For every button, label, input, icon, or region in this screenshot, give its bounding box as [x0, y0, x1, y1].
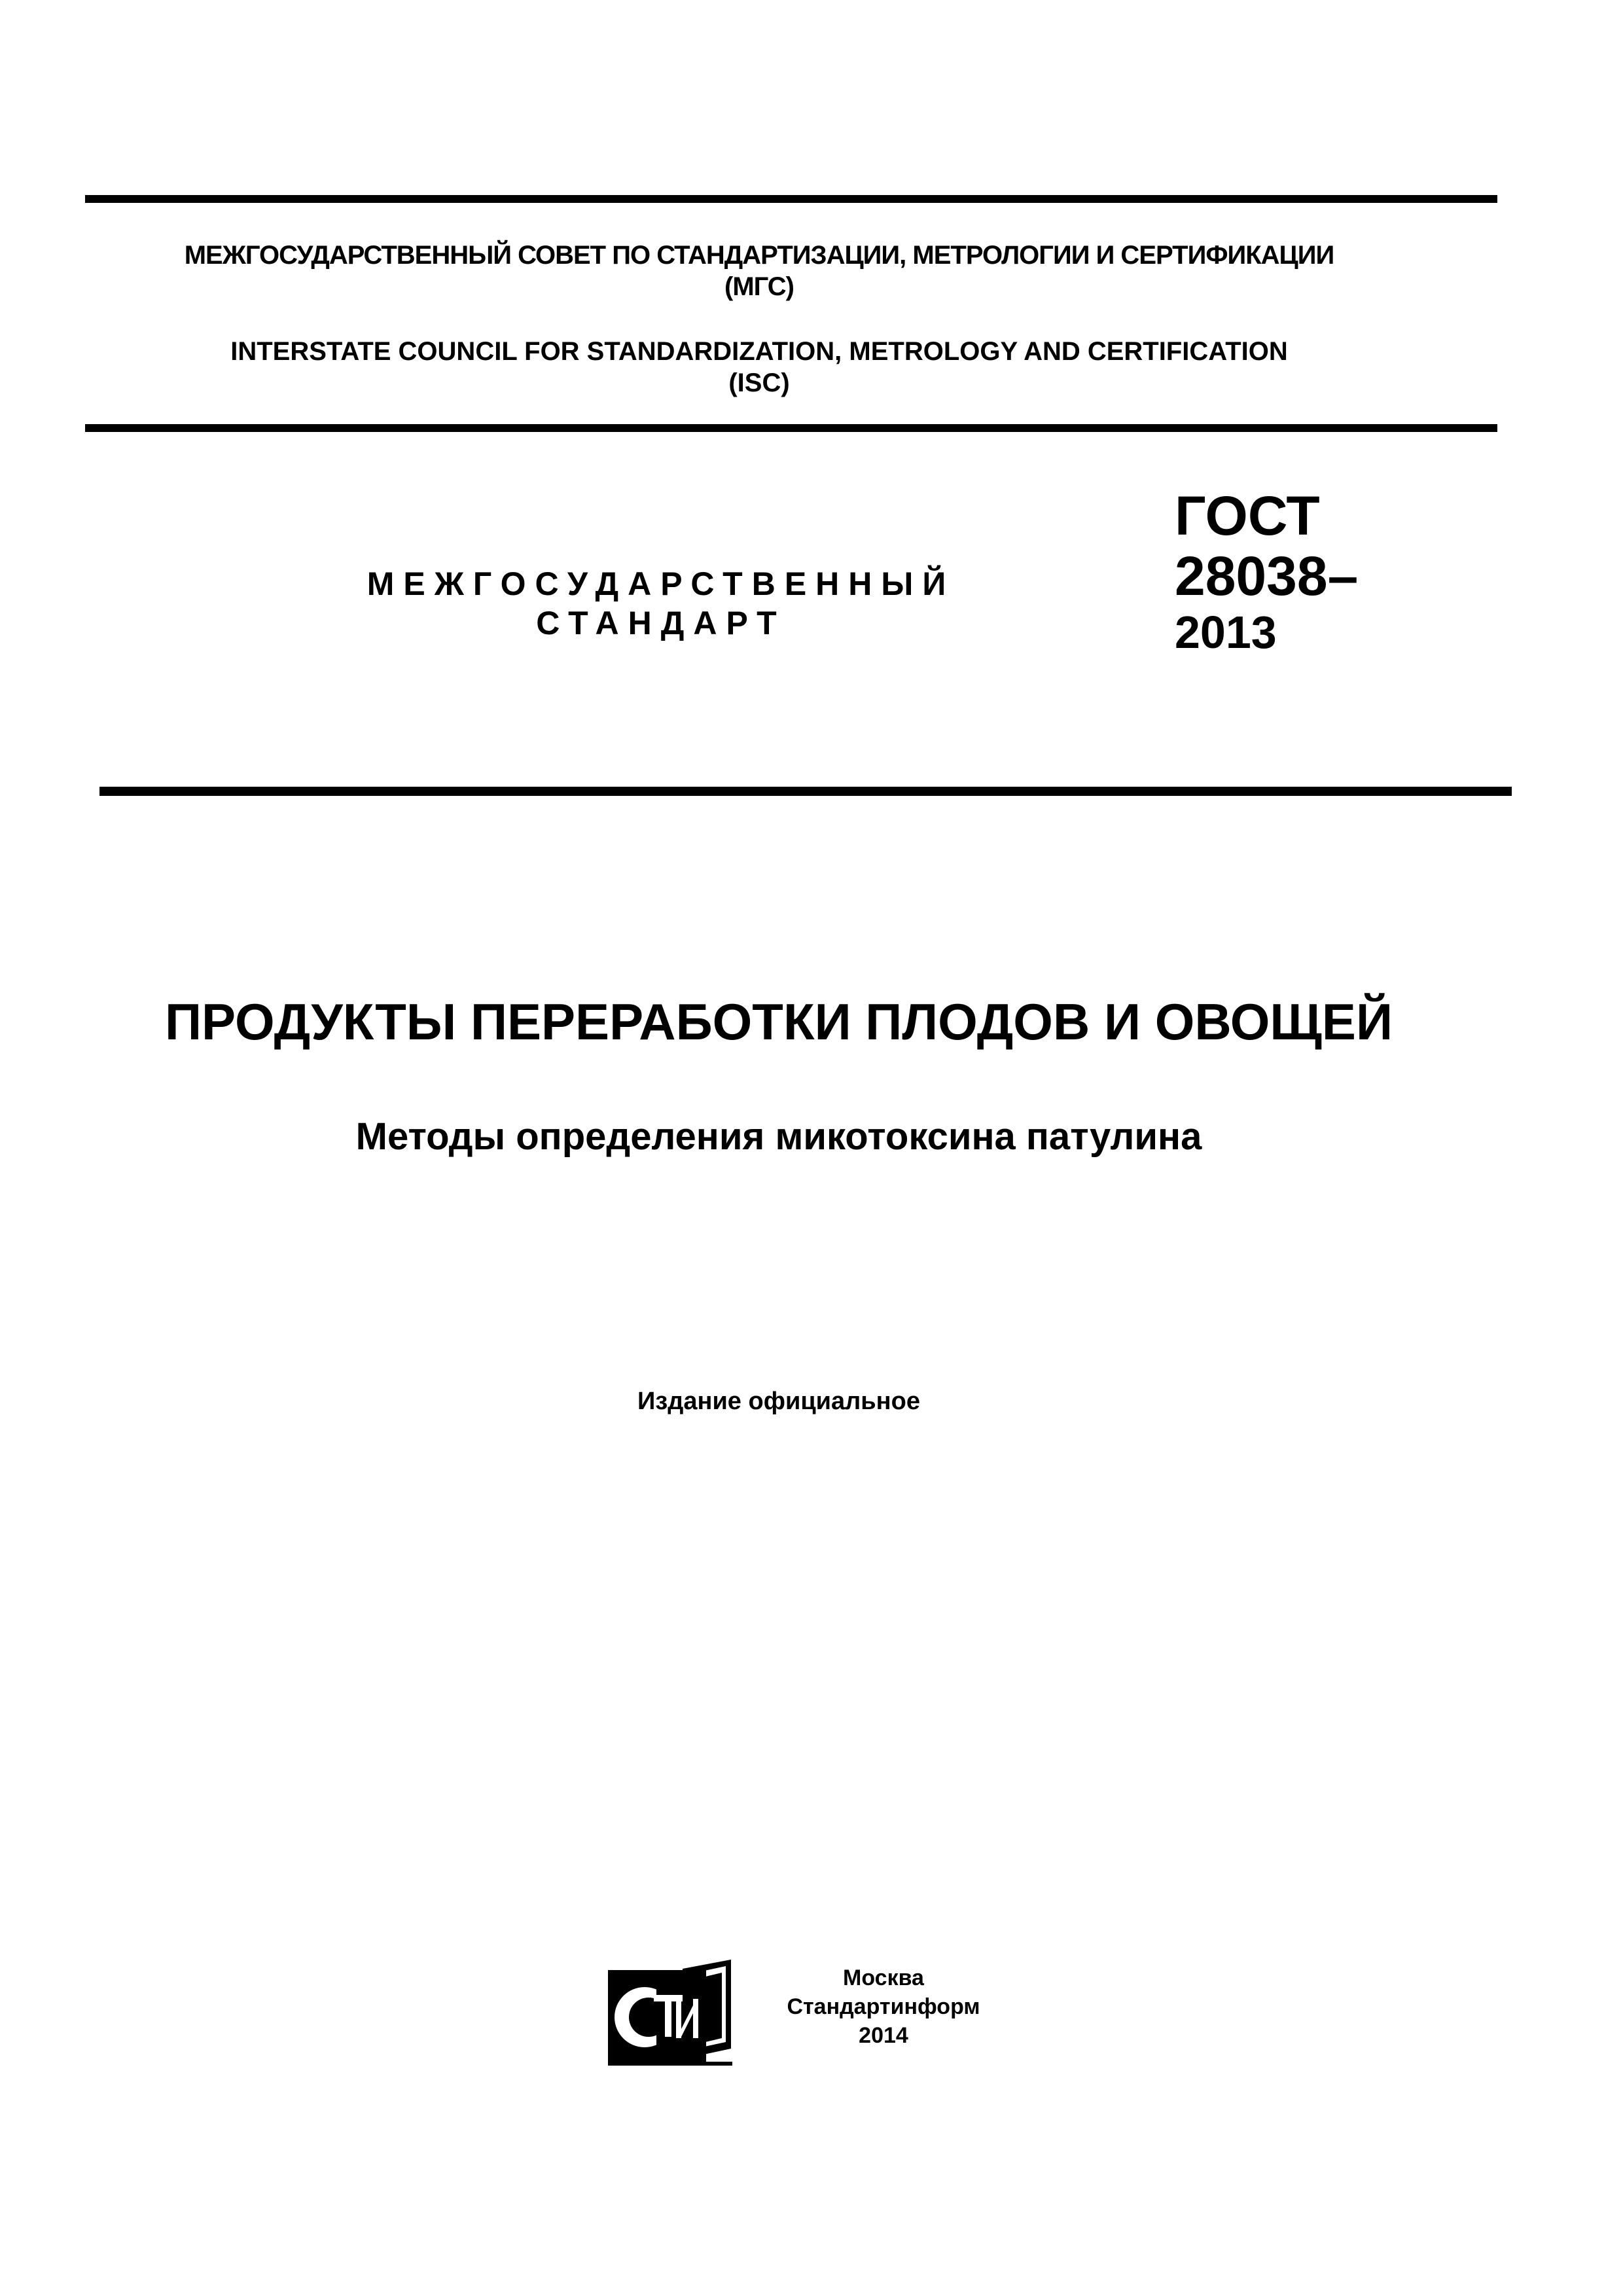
- title-separator-rule: [99, 787, 1512, 796]
- standard-type: [366, 564, 955, 643]
- gost-number: 28038–: [1175, 545, 1359, 607]
- document-subtitle: Методы определения микотоксина патулина: [355, 1115, 1202, 1158]
- council-name-en: INTERSTATE COUNCIL FOR STANDARDIZATION, METROLOGY AND CERTIFICATION: [230, 337, 1288, 366]
- publisher-name: Стандартинформ: [787, 1994, 980, 2019]
- gost-year: 2013: [1175, 607, 1277, 658]
- standard-type-line2: СТАНДАРТ: [536, 605, 786, 641]
- publisher-info: [753, 1964, 1014, 2050]
- council-name-ru: МЕЖГОСУДАРСТВЕННЫЙ СОВЕТ ПО СТАНДАРТИЗАЦИИ, МЕТРОЛОГИИ И СЕРТИФИКАЦИИ: [184, 241, 1334, 270]
- top-rule: [85, 195, 1497, 203]
- document-title: ПРОДУКТЫ ПЕРЕРАБОТКИ ПЛОДОВ И ОВОЩЕЙ: [164, 993, 1393, 1050]
- header-bottom-rule: [85, 424, 1497, 432]
- edition-label: Издание официальное: [637, 1388, 920, 1415]
- standard-type-line1: МЕЖГОСУДАРСТВЕННЫЙ: [366, 565, 955, 602]
- publisher-city: Москва: [843, 1965, 924, 1990]
- publisher-logo: [605, 1957, 743, 2068]
- council-abbr-en: (ISC): [728, 368, 790, 397]
- council-abbr-ru: (МГС): [724, 272, 794, 301]
- gost-designation: [1175, 486, 1358, 658]
- standartinform-logo-icon: [605, 1957, 743, 2068]
- publisher-year: 2014: [859, 2023, 908, 2048]
- gost-label: ГОСТ: [1175, 485, 1320, 547]
